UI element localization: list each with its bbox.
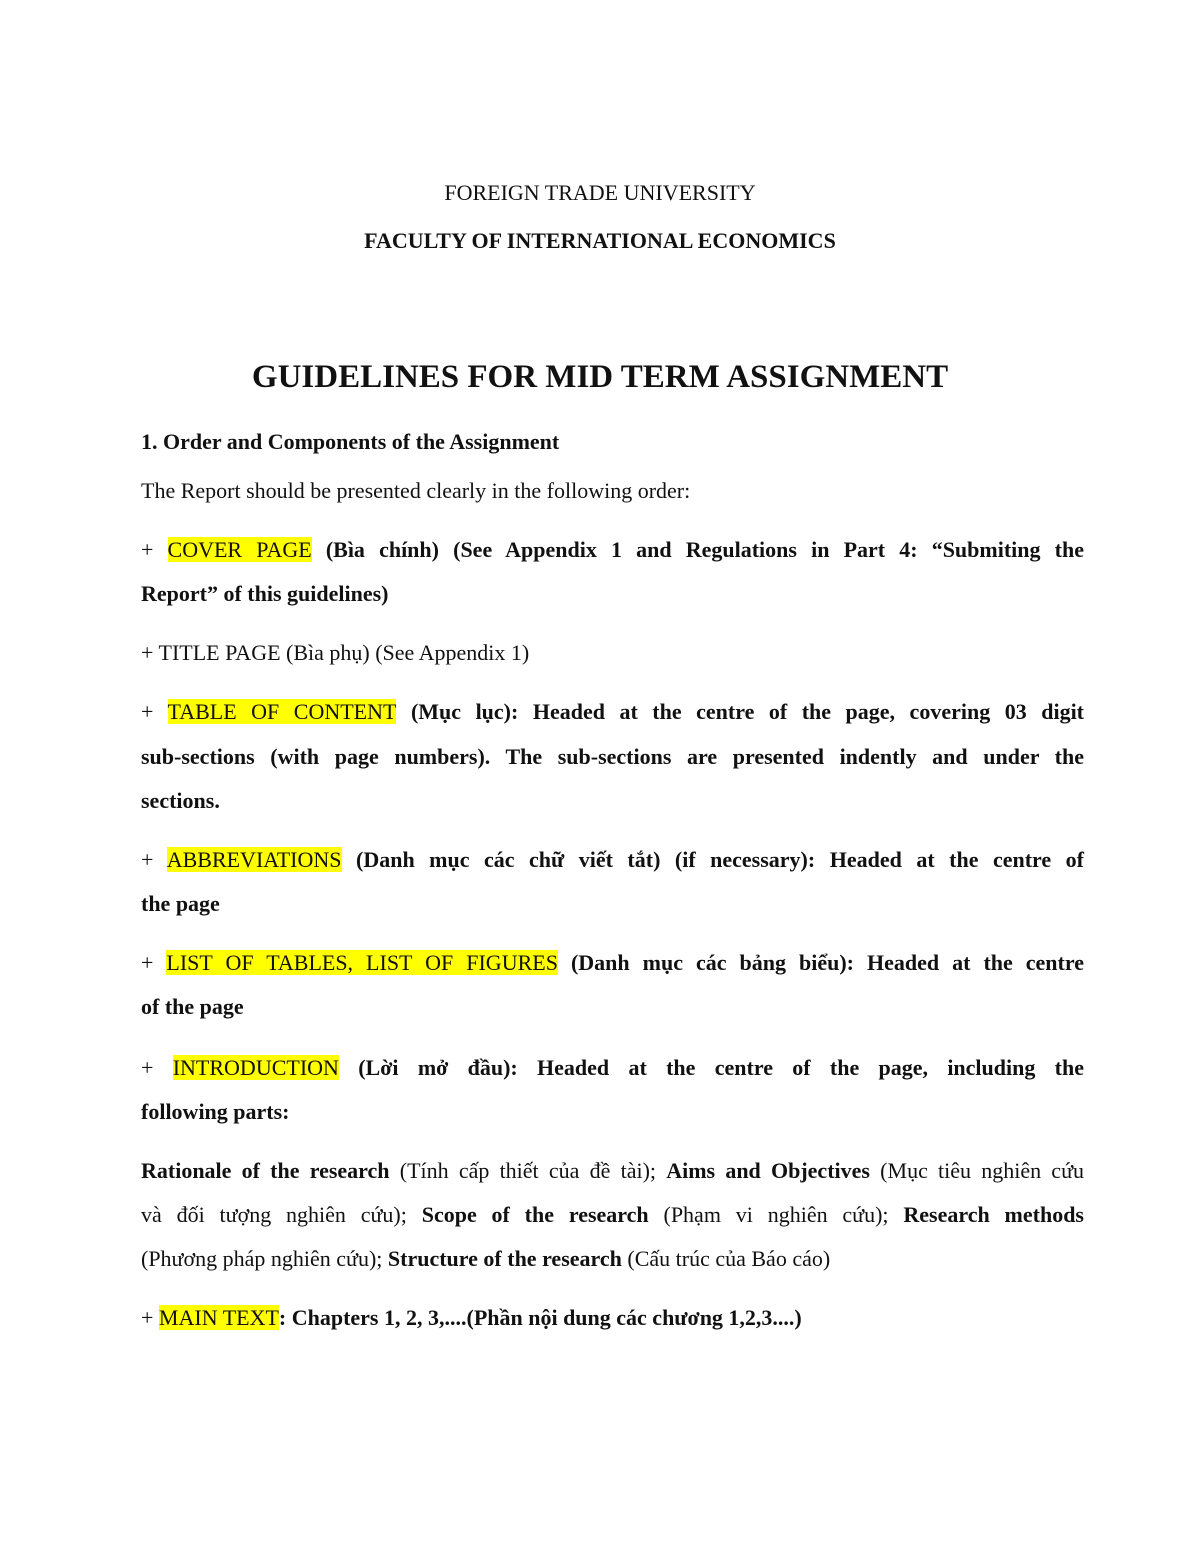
part-aims: Aims and Objectives bbox=[666, 1158, 870, 1183]
item-text: (Bìa chính) (See Appendix 1 and Regulations in Part 4: “Submiting the bbox=[311, 537, 1084, 562]
parts-line1 bbox=[141, 1158, 1084, 1184]
parts-line3 bbox=[141, 1246, 1084, 1272]
item-intro-line2: following parts: bbox=[141, 1099, 290, 1124]
item-intro-line1 bbox=[141, 1055, 1084, 1081]
part-scope: Scope of the research bbox=[421, 1202, 649, 1227]
faculty-name: FACULTY OF INTERNATIONAL ECONOMICS bbox=[364, 228, 836, 253]
parts-line2 bbox=[141, 1202, 1084, 1228]
item-prefix: + bbox=[141, 1055, 173, 1080]
section-intro: The Report should be presented clearly in the following order: bbox=[141, 478, 691, 503]
item-label-lists: LIST OF TABLES, LIST OF FIGURES bbox=[166, 950, 558, 975]
item-title-page: + TITLE PAGE (Bìa phụ) (See Appendix 1) bbox=[141, 640, 530, 665]
item-toc-line2: sub-sections (with page numbers). The sub-sections are presented indently and under the bbox=[141, 744, 1084, 769]
university-name: FOREIGN TRADE UNIVERSITY bbox=[444, 180, 756, 205]
part-structure-vi: (Cấu trúc của Báo cáo) bbox=[621, 1246, 831, 1271]
item-text: (Danh mục các bảng biểu): Headed at the centre bbox=[557, 950, 1085, 975]
item-prefix: + bbox=[141, 847, 167, 872]
item-toc-line3: sections. bbox=[141, 788, 220, 813]
item-cover-line2: Report” of this guidelines) bbox=[141, 581, 389, 606]
part-rationale-vi: (Tính cấp thiết của đề tài); bbox=[389, 1158, 667, 1183]
item-text: (Mục lục): Headed at the centre of the page, covering 03 digit bbox=[396, 699, 1085, 724]
part-rationale: Rationale of the research bbox=[141, 1158, 390, 1183]
item-label-abbrev: ABBREVIATIONS bbox=[166, 847, 342, 872]
item-lists-line2: of the page bbox=[141, 994, 244, 1019]
item-label-cover: COVER PAGE bbox=[167, 537, 312, 562]
item-prefix: + bbox=[141, 699, 168, 724]
item-prefix: + bbox=[141, 537, 168, 562]
item-abbrev-line2: the page bbox=[141, 891, 220, 916]
item-abbrev-line1 bbox=[141, 847, 1084, 873]
item-text: : Chapters 1, 2, 3,....(Phần nội dung các chương 1,2,3....) bbox=[278, 1305, 802, 1330]
part-structure: Structure of the research bbox=[387, 1246, 622, 1271]
item-prefix: + bbox=[141, 1305, 159, 1330]
item-label-intro: INTRODUCTION bbox=[172, 1055, 339, 1080]
part-scope-vi: (Phạm vi nghiên cứu); bbox=[648, 1202, 904, 1227]
item-lists-line1 bbox=[141, 950, 1084, 976]
page-title: GUIDELINES FOR MID TERM ASSIGNMENT bbox=[251, 359, 949, 395]
item-toc-line1 bbox=[141, 699, 1084, 725]
part-methods: Research methods bbox=[903, 1202, 1084, 1227]
item-main bbox=[141, 1305, 1084, 1331]
part-aims-vi2: và đối tượng nghiên cứu); bbox=[141, 1202, 422, 1227]
item-prefix: + bbox=[141, 950, 167, 975]
section-heading: 1. Order and Components of the Assignment bbox=[141, 429, 560, 454]
item-text: (Lời mở đầu): Headed at the centre of the page, including the bbox=[338, 1055, 1084, 1080]
item-label-main: MAIN TEXT bbox=[158, 1305, 279, 1330]
item-label-toc: TABLE OF CONTENT bbox=[167, 699, 397, 724]
item-cover-line1 bbox=[141, 537, 1084, 563]
item-text: (Danh mục các chữ viết tắt) (if necessary): Headed at the centre of bbox=[341, 847, 1084, 872]
part-methods-vi: (Phương pháp nghiên cứu); bbox=[141, 1246, 388, 1271]
part-aims-vi: (Mục tiêu nghiên cứu bbox=[869, 1158, 1084, 1183]
